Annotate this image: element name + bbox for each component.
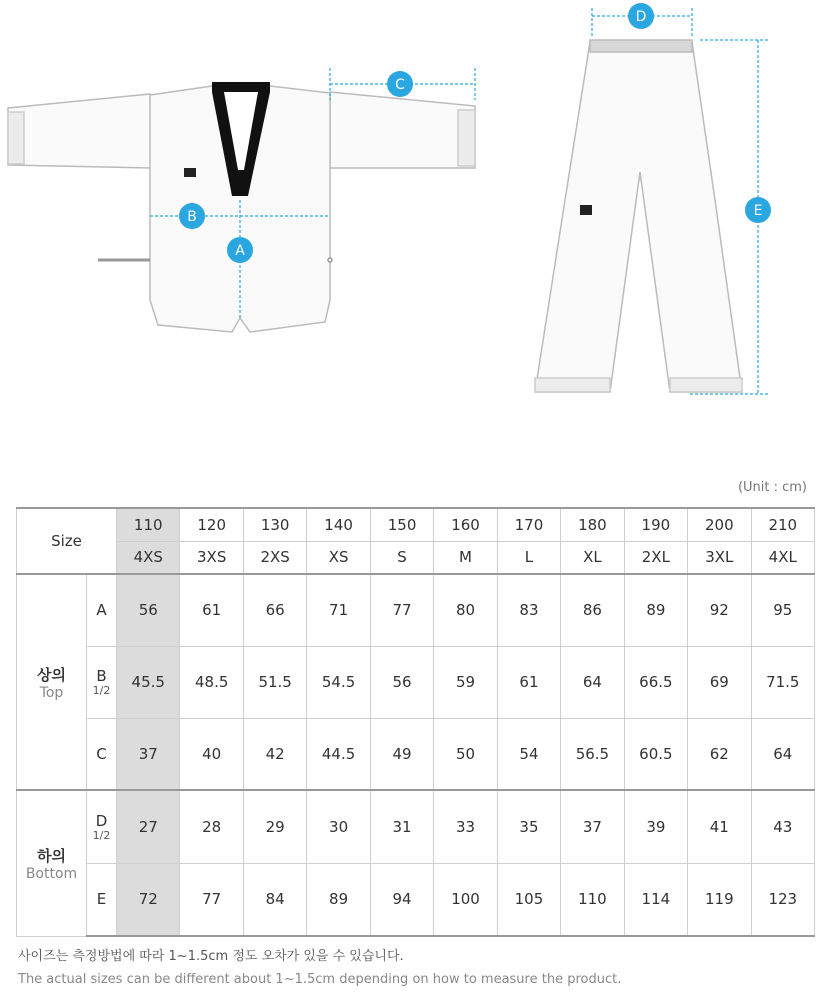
table-cell: 41 (688, 790, 751, 863)
table-cell: 43 (751, 790, 814, 863)
marker-c-label: C (395, 77, 405, 93)
measure-key (87, 646, 117, 718)
measure-key-letter: B (96, 667, 107, 685)
table-cell: 64 (751, 718, 814, 790)
pants-drawing (535, 40, 742, 392)
bottom-label-ko: 하의 (37, 846, 66, 865)
jacket-logo (184, 168, 196, 177)
size-letter: L (497, 541, 560, 574)
measure-key-letter: A (96, 601, 107, 620)
measure-key-letter: C (96, 744, 107, 763)
table-cell: 56 (117, 574, 180, 646)
table-cell: 66.5 (624, 646, 687, 718)
table-cell: 100 (434, 863, 497, 936)
table-row (17, 790, 815, 863)
bottom-label-en: Bottom (25, 865, 78, 882)
size-letter: 4XL (751, 541, 814, 574)
marker-b-label: B (187, 209, 197, 225)
size-number: 130 (243, 508, 306, 541)
measure-key (87, 863, 117, 936)
table-cell: 84 (243, 863, 306, 936)
table-cell: 71 (307, 574, 370, 646)
table-cell: 42 (243, 718, 306, 790)
table-cell: 27 (117, 790, 180, 863)
unit-label: (Unit : cm) (737, 480, 807, 495)
table-row (17, 646, 815, 718)
top-group-label (17, 574, 87, 790)
table-cell: 123 (751, 863, 814, 936)
size-letter: XS (307, 541, 370, 574)
table-cell: 40 (180, 718, 243, 790)
table-cell: 61 (497, 646, 560, 718)
table-row (17, 863, 815, 936)
size-letter: 4XS (117, 541, 180, 574)
top-label-ko: 상의 (37, 665, 66, 684)
table-cell: 33 (434, 790, 497, 863)
table-cell: 64 (561, 646, 624, 718)
size-number: 160 (434, 508, 497, 541)
table-cell: 66 (243, 574, 306, 646)
size-number: 150 (370, 508, 433, 541)
table-cell: 62 (688, 718, 751, 790)
size-letter: M (434, 541, 497, 574)
size-letter: 2XL (624, 541, 687, 574)
size-number: 180 (561, 508, 624, 541)
size-number: 190 (624, 508, 687, 541)
size-letter: 2XS (243, 541, 306, 574)
size-header: Size (17, 508, 117, 574)
marker-a-label: A (235, 243, 245, 259)
table-cell: 39 (624, 790, 687, 863)
measure-key-letter: D (95, 811, 108, 830)
table-cell: 35 (497, 790, 560, 863)
table-cell: 69 (688, 646, 751, 718)
table-row (17, 574, 815, 646)
table-cell: 72 (117, 863, 180, 936)
table-cell: 95 (751, 574, 814, 646)
size-letter: 3XL (688, 541, 751, 574)
table-cell: 44.5 (307, 718, 370, 790)
table-cell: 37 (117, 718, 180, 790)
measure-key (87, 718, 117, 790)
table-cell: 54.5 (307, 646, 370, 718)
size-letter: XL (561, 541, 624, 574)
marker-e-label: E (753, 203, 763, 219)
table-cell: 77 (370, 574, 433, 646)
table-cell: 37 (561, 790, 624, 863)
size-number: 210 (751, 508, 814, 541)
table-cell: 51.5 (243, 646, 306, 718)
bottom-group-label (17, 790, 87, 936)
table-cell: 114 (624, 863, 687, 936)
table-cell: 119 (688, 863, 751, 936)
table-cell: 29 (243, 790, 306, 863)
pants-logo (580, 205, 592, 215)
size-number: 200 (688, 508, 751, 541)
table-cell: 49 (370, 718, 433, 790)
table-cell: 56 (370, 646, 433, 718)
table-cell: 61 (180, 574, 243, 646)
table-cell: 80 (434, 574, 497, 646)
table-cell: 30 (307, 790, 370, 863)
measure-key-sub: 1/2 (92, 828, 111, 842)
size-letter: 3XS (180, 541, 243, 574)
table-cell: 94 (370, 863, 433, 936)
note-korean: 사이즈는 측정방법에 따라 1~1.5cm 정도 오차가 있을 수 있습니다. (18, 949, 404, 964)
table-cell: 105 (497, 863, 560, 936)
table-cell: 31 (370, 790, 433, 863)
table-cell: 71.5 (751, 646, 814, 718)
table-cell: 86 (561, 574, 624, 646)
table-cell: 92 (688, 574, 751, 646)
size-number: 140 (307, 508, 370, 541)
measure-key (87, 790, 117, 863)
table-cell: 89 (307, 863, 370, 936)
uniform-diagram (0, 0, 817, 440)
measure-key (87, 574, 117, 646)
size-number: 170 (497, 508, 560, 541)
table-cell: 83 (497, 574, 560, 646)
measure-key-letter: E (96, 890, 107, 909)
table-cell: 59 (434, 646, 497, 718)
table-cell: 89 (624, 574, 687, 646)
table-cell: 48.5 (180, 646, 243, 718)
table-row (17, 718, 815, 790)
size-number: 110 (117, 508, 180, 541)
table-cell: 54 (497, 718, 560, 790)
table-cell: 56.5 (561, 718, 624, 790)
table-cell: 60.5 (624, 718, 687, 790)
table-cell: 77 (180, 863, 243, 936)
marker-d-label: D (635, 9, 647, 25)
table-cell: 50 (434, 718, 497, 790)
table-cell: 110 (561, 863, 624, 936)
size-number: 120 (180, 508, 243, 541)
top-label-en: Top (39, 684, 64, 701)
note-english: The actual sizes can be different about 1~1.5cm depending on how to measure the product. (18, 972, 622, 987)
table-cell: 28 (180, 790, 243, 863)
measure-key-sub: 1/2 (92, 684, 111, 697)
size-table (16, 507, 815, 937)
size-letter: S (370, 541, 433, 574)
table-cell: 45.5 (117, 646, 180, 718)
